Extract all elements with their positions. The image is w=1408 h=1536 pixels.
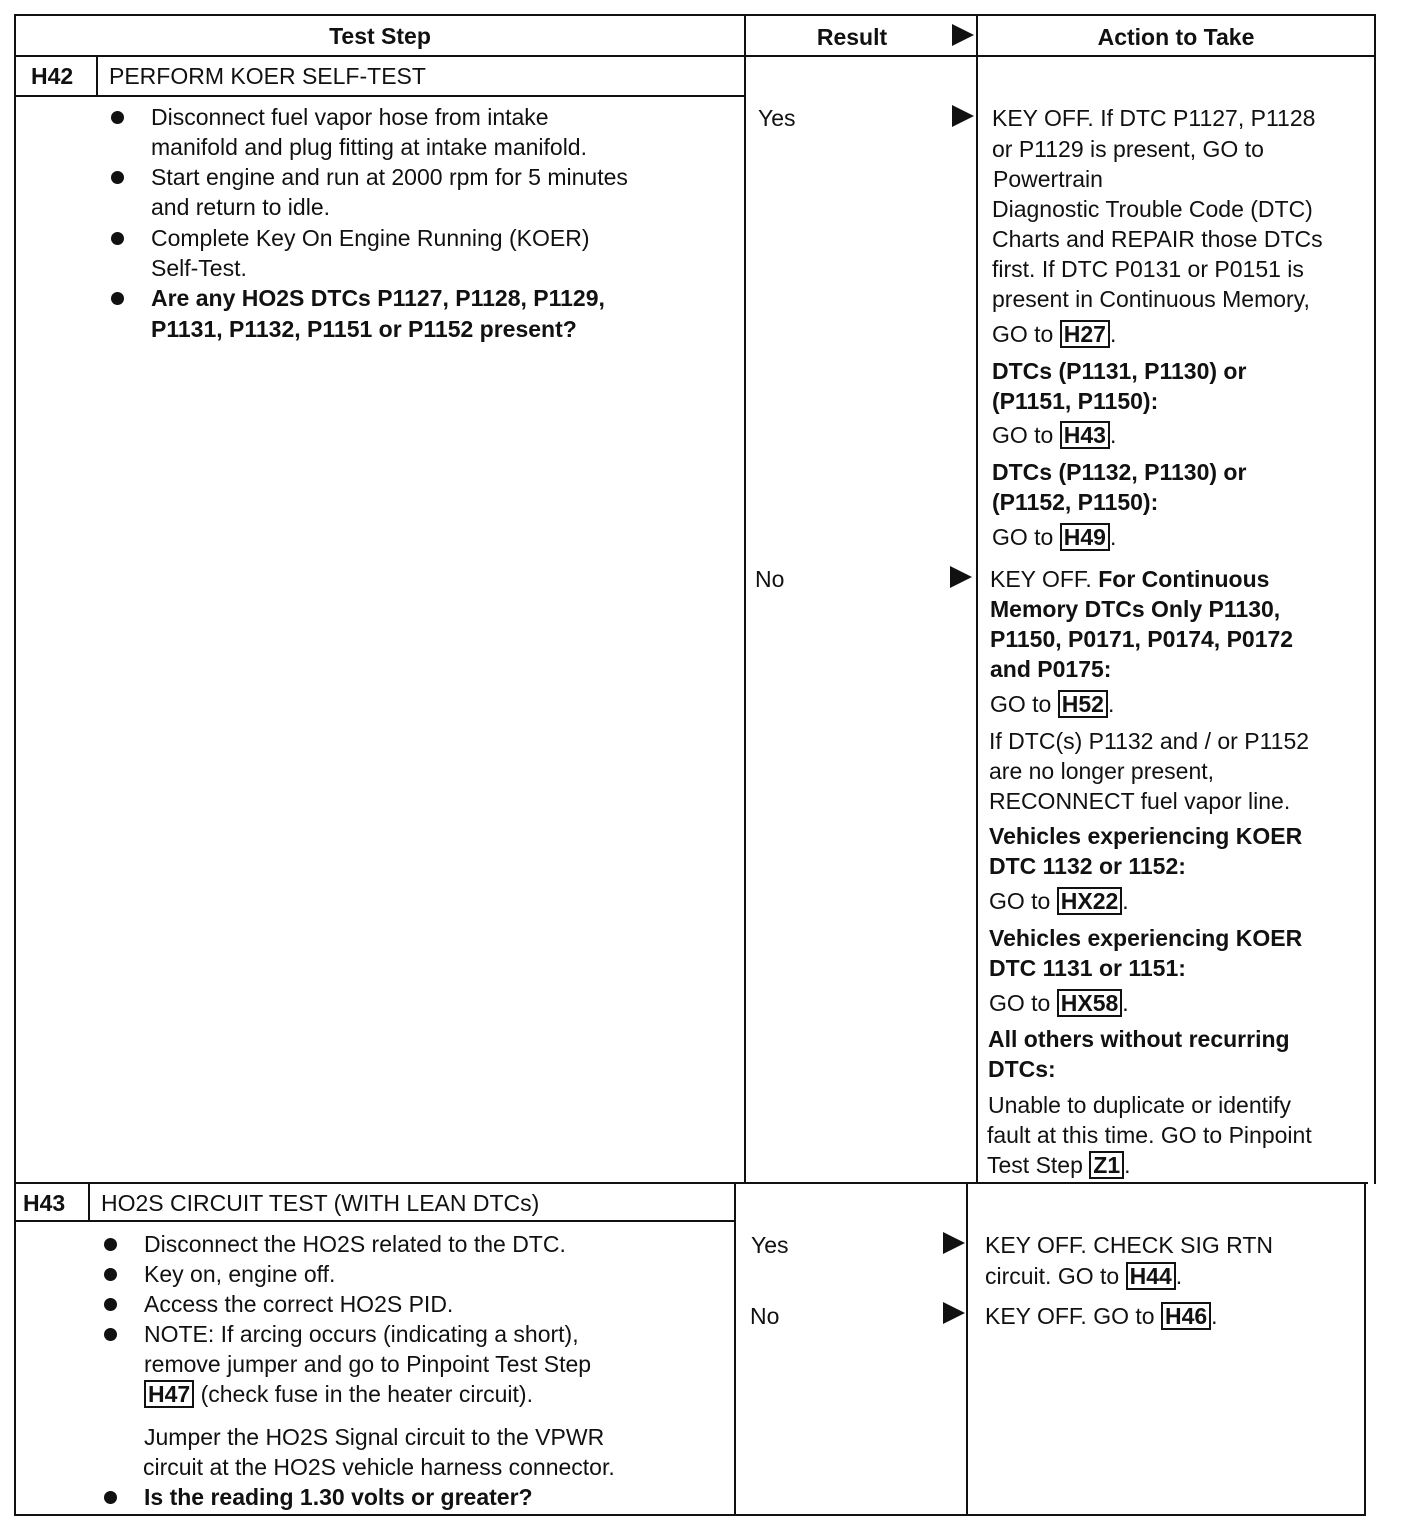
h43-yes-action-line-1: KEY OFF. CHECK SIG RTN (985, 1232, 1273, 1258)
step-link-z1[interactable]: Z1 (1089, 1151, 1124, 1179)
column-divider-action-lower (966, 1182, 968, 1516)
arrow-right-icon (943, 1302, 965, 1324)
bullet-icon (104, 1268, 117, 1281)
h42-others-line-2: DTCs: (988, 1056, 1056, 1082)
table-border-bottom (14, 1514, 1366, 1516)
h42-step-1-line-1: Disconnect fuel vapor hose from intake (151, 104, 549, 130)
step-link-h43[interactable]: H43 (1060, 421, 1110, 449)
h43-note-line-3 (144, 1379, 533, 1409)
column-divider-result-lower (734, 1182, 736, 1516)
h42-step-2-line-1: Start engine and run at 2000 rpm for 5 minutes (151, 164, 628, 190)
h43-step-id: H43 (23, 1190, 66, 1216)
go-to-h27 (992, 319, 1116, 349)
go-to-label: GO to (989, 888, 1051, 914)
h43-jumper-line-1: Jumper the HO2S Signal circuit to the VPWR (144, 1424, 605, 1450)
h42-result-no: No (755, 566, 785, 592)
h42-veh2-line-2: DTC 1131 or 1151: (989, 955, 1186, 981)
header-bottom-rule (14, 55, 1376, 57)
h42-question-line-2: P1131, P1132, P1151 or P1152 present? (151, 316, 577, 342)
go-to-label: GO to (992, 524, 1054, 550)
go-to-hx22 (989, 886, 1129, 916)
h42-others-line-1: All others without recurring (988, 1026, 1290, 1052)
period: . (1122, 888, 1129, 914)
h43-step-title: HO2S CIRCUIT TEST (WITH LEAN DTCs) (101, 1190, 540, 1216)
step-link-h44[interactable]: H44 (1126, 1262, 1176, 1290)
column-divider-action (976, 14, 978, 1184)
go-to-label: GO to (992, 422, 1054, 448)
bullet-icon (104, 1238, 117, 1251)
h42-no-action-line-4: and P0175: (990, 656, 1112, 682)
column-divider-result (744, 14, 746, 1184)
h42-lean1-line-1: DTCs (P1131, P1130) or (992, 358, 1247, 384)
go-to-h43 (992, 420, 1116, 450)
period: . (1175, 1263, 1183, 1289)
step-link-h52[interactable]: H52 (1058, 690, 1108, 718)
step-link-h46[interactable]: H46 (1161, 1302, 1211, 1330)
h42-no-action-line-2: Memory DTCs Only P1130, (990, 596, 1281, 622)
bullet-icon (111, 171, 124, 184)
bullet-icon (104, 1328, 117, 1341)
arrow-right-icon (952, 105, 974, 127)
table-border-right-upper (1374, 14, 1376, 1184)
h42-dtc-line-1: If DTC(s) P1132 and / or P1152 (989, 728, 1310, 754)
step-link-h27[interactable]: H27 (1060, 320, 1110, 348)
h42-veh2-line-1: Vehicles experiencing KOER (989, 925, 1303, 951)
table-border-top (14, 14, 1376, 16)
h42-yes-action-line-1: KEY OFF. If DTC P1127, P1128 (992, 105, 1316, 131)
h42-yes-action-line-5: Charts and REPAIR those DTCs (992, 226, 1323, 252)
h42-lean1-line-2: (P1151, P1150): (992, 388, 1159, 414)
header-test-step: Test Step (329, 23, 431, 49)
go-to-label: GO to (992, 321, 1054, 347)
go-to-label: GO to (989, 990, 1051, 1016)
go-to-h44 (985, 1261, 1182, 1291)
step-link-h49[interactable]: H49 (1060, 523, 1110, 551)
h42-title-rule (14, 95, 746, 97)
go-to-label: circuit. GO to (985, 1263, 1120, 1289)
h42-step-title: PERFORM KOER SELF-TEST (109, 63, 426, 89)
bullet-icon (111, 111, 124, 124)
h42-lean2-line-2: (P1152, P1150): (992, 489, 1159, 515)
period: . (1122, 990, 1129, 1016)
h42-yes-action-line-3: Powertrain (993, 166, 1103, 192)
period: . (1124, 1152, 1131, 1178)
step-link-hx22[interactable]: HX22 (1057, 887, 1123, 915)
go-to-h52 (990, 689, 1114, 719)
arrow-right-icon (943, 1232, 965, 1254)
h42-no-action-line-1 (990, 564, 1269, 594)
step-link-hx58[interactable]: HX58 (1057, 989, 1123, 1017)
h42-unable-line-2: fault at this time. GO to Pinpoint (987, 1122, 1312, 1148)
h42-question-line-1: Are any HO2S DTCs P1127, P1128, P1129, (151, 285, 605, 311)
period: . (1109, 321, 1117, 347)
h43-title-rule (14, 1220, 736, 1222)
h42-unable-line-1: Unable to duplicate or identify (988, 1092, 1292, 1118)
h43-step-3: Access the correct HO2S PID. (144, 1291, 454, 1317)
go-to-h46 (985, 1301, 1218, 1331)
h42-dtc-line-3: RECONNECT fuel vapor line. (989, 788, 1291, 814)
h43-note-line-2: remove jumper and go to Pinpoint Test Step (144, 1351, 592, 1377)
h43-note-line-1: NOTE: If arcing occurs (indicating a short), (144, 1321, 579, 1347)
h42-yes-action-line-6: first. If DTC P0131 or P0151 is (992, 256, 1304, 282)
h42-step-1-line-2: manifold and plug fitting at intake manifold. (151, 134, 587, 160)
test-step-label: Test Step (987, 1152, 1083, 1178)
h42-yes-action-line-2: or P1129 is present, GO to (992, 136, 1264, 162)
h43-result-no: No (750, 1303, 780, 1329)
h42-id-divider (96, 55, 98, 97)
arrow-right-icon (950, 566, 972, 588)
h42-dtc-line-2: are no longer present, (989, 758, 1215, 784)
header-action: Action to Take (1097, 24, 1255, 50)
h42-yes-action-line-4: Diagnostic Trouble Code (DTC) (992, 196, 1313, 222)
h42-veh1-line-2: DTC 1132 or 1152: (989, 853, 1186, 879)
h42-lean2-line-1: DTCs (P1132, P1130) or (992, 459, 1247, 485)
header-result: Result (816, 24, 888, 50)
table-border-right-lower (1364, 1182, 1366, 1516)
period: . (1107, 691, 1115, 717)
h42-step-2-line-2: and return to idle. (151, 194, 331, 220)
bullet-icon (104, 1491, 117, 1504)
header-arrow-icon (952, 24, 974, 46)
h43-id-divider (88, 1182, 90, 1222)
period: . (1109, 422, 1117, 448)
go-to-label: KEY OFF. GO to (985, 1303, 1155, 1329)
h43-question: Is the reading 1.30 volts or greater? (144, 1484, 533, 1510)
h42-veh1-line-1: Vehicles experiencing KOER (989, 823, 1303, 849)
h42-no-action-line-3: P1150, P0171, P0174, P0172 (990, 626, 1294, 652)
h42-step-id: H42 (31, 63, 74, 89)
continuous-text: For Continuous (1098, 566, 1270, 592)
period: . (1211, 1303, 1218, 1329)
h43-step-1: Disconnect the HO2S related to the DTC. (144, 1231, 566, 1257)
h43-step-2: Key on, engine off. (144, 1261, 336, 1287)
h42-step-3-line-2: Self-Test. (151, 255, 247, 281)
h43-result-yes: Yes (751, 1232, 789, 1258)
h43-jumper-line-2: circuit at the HO2S vehicle harness connector. (143, 1454, 615, 1480)
h42-step-3-line-1: Complete Key On Engine Running (KOER) (151, 225, 590, 251)
step-link-h47[interactable]: H47 (144, 1380, 194, 1408)
table-border-left (14, 14, 16, 1516)
go-to-z1 (987, 1150, 1131, 1180)
key-off-text: KEY OFF. (990, 566, 1092, 592)
go-to-h49 (992, 522, 1116, 552)
bullet-icon (111, 232, 124, 245)
h42-yes-action-line-7: present in Continuous Memory, (992, 286, 1310, 312)
note-suffix: (check fuse in the heater circuit). (200, 1381, 533, 1407)
section-divider-h43 (14, 1182, 1368, 1184)
h42-result-yes: Yes (758, 105, 796, 131)
go-to-label: GO to (990, 691, 1052, 717)
bullet-icon (104, 1298, 117, 1311)
go-to-hx58 (989, 988, 1129, 1018)
bullet-icon (111, 292, 124, 305)
period: . (1109, 524, 1117, 550)
